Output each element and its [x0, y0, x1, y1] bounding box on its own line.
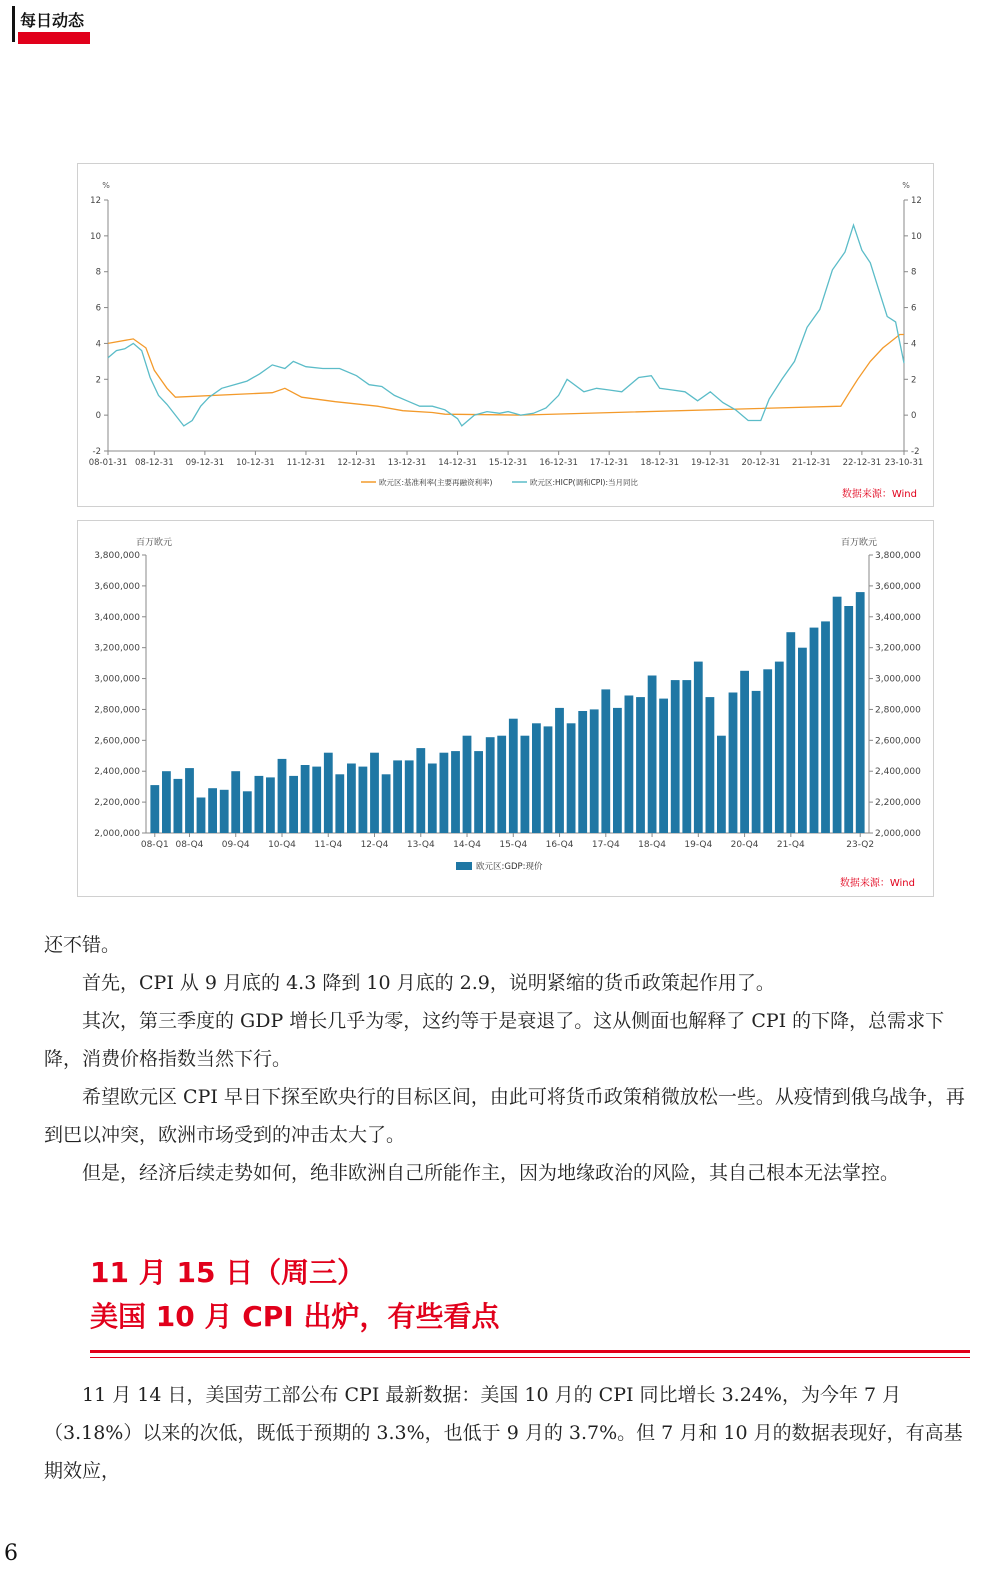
gdp-bar	[613, 708, 622, 833]
y-tick-label-left: 3,200,000	[94, 643, 140, 654]
y-tick-label-left: 3,600,000	[94, 581, 140, 592]
x-tick-label: 20-Q4	[730, 840, 759, 850]
x-tick-label: 15-Q4	[499, 840, 528, 850]
gdp-bar	[197, 798, 206, 834]
x-tick-label: 21-12-31	[792, 458, 831, 468]
gdp-bar	[312, 767, 321, 833]
x-tick-label: 11-Q4	[314, 840, 343, 850]
y-tick-label-right: 2,000,000	[875, 829, 921, 839]
y-tick-label-left: 2,600,000	[94, 736, 140, 747]
y-tick-label-right: 6	[911, 303, 917, 314]
y-tick-label-right: 4	[911, 339, 917, 350]
gdp-bar	[451, 751, 460, 833]
gdp-bar	[497, 736, 506, 833]
gdp-bar	[555, 708, 564, 833]
y-tick-label-left: 3,800,000	[94, 551, 140, 561]
x-tick-label: 19-12-31	[690, 458, 730, 468]
y-tick-label-left: 6	[95, 303, 101, 314]
gdp-bar	[694, 662, 703, 833]
section-title-date: 11 月 15 日（周三）	[90, 1256, 366, 1289]
x-tick-label: 08-Q4	[175, 840, 204, 850]
x-tick-label: 09-Q4	[221, 840, 250, 850]
gdp-bar	[810, 628, 819, 833]
gdp-bar	[324, 753, 333, 833]
gdp-bar	[706, 697, 715, 833]
x-tick-label: 12-Q4	[360, 840, 389, 850]
gdp-bar	[786, 632, 795, 833]
x-tick-label: 17-12-31	[589, 458, 629, 468]
x-tick-label: 14-Q4	[453, 840, 481, 850]
gdp-bar	[567, 723, 576, 833]
gdp-bar	[359, 767, 368, 833]
gdp-bar	[301, 765, 310, 833]
x-tick-label: 16-12-31	[539, 458, 578, 468]
y-unit-right: %	[902, 181, 910, 190]
x-tick-label: 13-Q4	[406, 840, 435, 850]
gdp-bar	[752, 691, 761, 833]
gdp-bar	[509, 719, 518, 833]
gdp-bar	[659, 699, 668, 833]
gdp-bar	[208, 788, 217, 833]
gdp-bar	[220, 790, 229, 833]
y-tick-label-left: 2,000,000	[94, 829, 140, 839]
section-body	[44, 1376, 974, 1490]
gdp-bar	[844, 606, 853, 833]
gdp-bar	[729, 693, 738, 834]
gdp-bar	[335, 774, 344, 833]
body-text	[44, 926, 974, 1192]
gdp-bar	[648, 676, 657, 834]
x-tick-label: 14-12-31	[438, 458, 477, 468]
y-tick-label-left: 8	[95, 267, 101, 278]
gdp-bar	[636, 697, 645, 833]
gdp-bar	[763, 669, 772, 833]
paragraph: 首先，CPI 从 9 月底的 4.3 降到 10 月底的 2.9，说明紧缩的货币政策起作用了。	[82, 972, 775, 994]
legend-label-rate: 欧元区:基准利率(主要再融资利率)	[379, 478, 493, 487]
gdp-bar	[833, 597, 842, 833]
y-tick-label-right: 3,800,000	[875, 551, 921, 561]
gdp-bar	[278, 759, 287, 833]
y-tick-label-left: -2	[92, 447, 101, 457]
gdp-bar	[266, 777, 275, 833]
gdp-bar	[486, 737, 495, 833]
gdp-bar	[174, 779, 183, 833]
gdp-bar	[775, 662, 784, 833]
gdp-bar	[798, 648, 807, 833]
x-tick-label: 08-Q1	[140, 840, 169, 850]
x-tick-label: 18-12-31	[640, 458, 680, 468]
x-tick-label: 10-12-31	[236, 458, 275, 468]
gdp-bar	[162, 771, 171, 833]
header-bar	[12, 6, 15, 42]
x-tick-label: 20-12-31	[741, 458, 781, 468]
gdp-bar	[521, 736, 530, 833]
paragraph: 还不错。	[44, 934, 121, 956]
gdp-bar	[856, 592, 865, 833]
y-tick-label-right: 12	[911, 196, 922, 206]
gdp-bar	[601, 689, 610, 833]
page-number: 6	[4, 1541, 18, 1566]
header-red-underline	[18, 32, 90, 44]
chart2-source: 数据来源：Wind	[839, 878, 915, 889]
x-tick-label: 08-12-31	[135, 458, 174, 468]
y-tick-label-left: 3,400,000	[94, 612, 140, 623]
y-unit-left: 百万欧元	[135, 538, 173, 548]
x-tick-label: 16-Q4	[545, 840, 574, 850]
gdp-bar	[717, 736, 726, 833]
y-tick-label-right: 2	[911, 375, 917, 386]
y-tick-label-left: 12	[90, 196, 101, 206]
x-tick-label: 09-12-31	[185, 458, 225, 468]
gdp-bar-chart	[77, 520, 934, 897]
y-tick-label-right: 2,200,000	[875, 798, 921, 809]
x-tick-label: 21-Q4	[776, 840, 805, 850]
y-tick-label-left: 4	[95, 339, 101, 350]
line-chart-svg	[78, 164, 933, 506]
gdp-bar	[255, 776, 264, 833]
gdp-bar	[382, 774, 391, 833]
legend-label-hicp: 欧元区:HICP(调和CPI):当月同比	[530, 478, 638, 487]
gdp-bar	[590, 709, 599, 833]
paragraph: 但是，经济后续走势如何，绝非欧洲自己所能作主，因为地缘政治的风险，其自己根本无法掌控。	[82, 1162, 900, 1184]
y-unit-left: %	[102, 181, 110, 190]
gdp-bar	[578, 711, 587, 833]
x-tick-label: 11-12-31	[286, 458, 326, 468]
y-tick-label-left: 0	[95, 411, 101, 422]
x-tick-label: 23-Q2	[846, 840, 875, 850]
gdp-bar	[405, 760, 414, 833]
gdp-bar	[231, 771, 240, 833]
section-divider	[90, 1350, 970, 1353]
x-tick-label: 17-Q4	[591, 840, 620, 850]
y-tick-label-left: 2	[95, 375, 101, 386]
y-tick-label-right: 2,600,000	[875, 736, 921, 747]
x-tick-label: 22-12-31	[842, 458, 882, 468]
paragraph: 其次，第三季度的 GDP 增长几乎为零，这约等于是衰退了。这从侧面也解释了 CPI 的下降，总需求下降，消费价格指数当然下行。	[44, 1010, 945, 1070]
y-tick-label-right: -2	[911, 447, 920, 457]
gdp-bar	[463, 736, 472, 833]
gdp-bar	[370, 753, 379, 833]
x-tick-label: 19-Q4	[684, 840, 713, 850]
y-unit-right: 百万欧元	[840, 538, 878, 548]
gdp-bar	[671, 680, 680, 833]
y-tick-label-right: 2,800,000	[875, 705, 921, 716]
gdp-bar	[740, 671, 749, 833]
gdp-bar	[544, 726, 553, 833]
section-divider-thin	[90, 1357, 970, 1358]
y-tick-label-left: 3,000,000	[94, 674, 140, 685]
y-tick-label-right: 3,600,000	[875, 581, 921, 592]
y-tick-label-right: 3,200,000	[875, 643, 921, 654]
y-tick-label-left: 2,400,000	[94, 767, 140, 778]
interest-rate-hicp-chart	[77, 163, 934, 507]
y-tick-label-right: 2,400,000	[875, 767, 921, 778]
gdp-bar	[440, 753, 449, 833]
y-tick-label-left: 2,800,000	[94, 705, 140, 716]
gdp-bar	[289, 776, 298, 833]
x-tick-label: 08-01-31	[88, 458, 128, 468]
gdp-bar	[474, 751, 483, 833]
paragraph: 11 月 14 日，美国劳工部公布 CPI 最新数据：美国 10 月的 CPI 同比增长 3.24%，为今年 7 月（3.18%）以来的次低，既低于预期的 3.3%，也低于 9 月的 3.7%。但 7 月和 10 月的数据表现好，有高基期效应，	[44, 1384, 963, 1482]
gdp-bar	[625, 696, 634, 834]
bar-chart-svg	[78, 521, 933, 896]
legend-swatch-gdp	[456, 862, 472, 870]
gdp-bar	[150, 785, 159, 833]
gdp-bar	[393, 760, 402, 833]
x-tick-label: 12-12-31	[337, 458, 376, 468]
x-tick-label: 23-10-31	[884, 458, 924, 468]
y-tick-label-left: 2,200,000	[94, 798, 140, 809]
x-tick-label: 18-Q4	[638, 840, 666, 850]
x-tick-label: 10-Q4	[268, 840, 296, 850]
hicp-line	[108, 225, 904, 426]
chart1-source: 数据来源：Wind	[841, 489, 917, 500]
gdp-bar	[243, 791, 252, 833]
gdp-bar	[682, 680, 691, 833]
gdp-bar	[185, 768, 194, 833]
gdp-bar	[821, 621, 830, 833]
legend-label-gdp: 欧元区:GDP:现价	[476, 862, 543, 872]
gdp-bar	[532, 723, 541, 833]
header-title: 每日动态	[20, 11, 85, 30]
gdp-bar	[416, 748, 425, 833]
y-tick-label-right: 3,400,000	[875, 612, 921, 623]
x-tick-label: 15-12-31	[488, 458, 528, 468]
y-tick-label-right: 3,000,000	[875, 674, 921, 685]
section-title-headline: 美国 10 月 CPI 出炉，有些看点	[90, 1300, 500, 1333]
gdp-bar	[428, 764, 437, 834]
y-tick-label-left: 10	[90, 231, 101, 242]
y-tick-label-right: 8	[911, 267, 917, 278]
y-tick-label-right: 10	[911, 231, 922, 242]
paragraph: 希望欧元区 CPI 早日下探至欧央行的目标区间，由此可将货币政策稍微放松一些。从疫情到俄乌战争，再到巴以冲突，欧洲市场受到的冲击太大了。	[44, 1086, 965, 1146]
gdp-bar	[347, 764, 356, 834]
x-tick-label: 13-12-31	[387, 458, 427, 468]
y-tick-label-right: 0	[911, 411, 917, 422]
